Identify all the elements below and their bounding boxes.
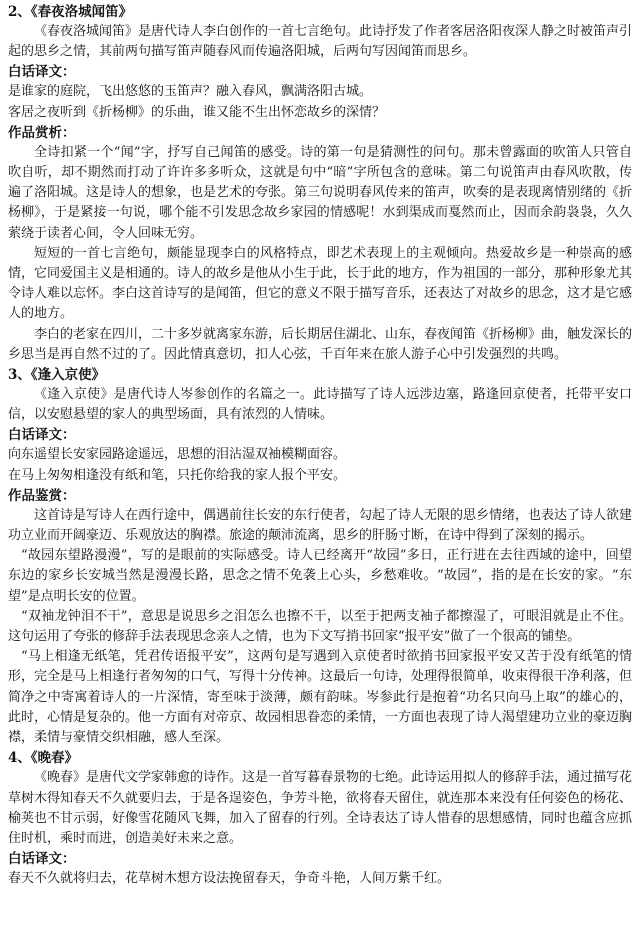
- appreciation-label: 作品赏析：: [8, 124, 76, 141]
- translation-label: 白话译文：: [8, 427, 76, 444]
- translation-line: 是谁家的庭院，飞出悠悠的玉笛声？融入春风，飘满洛阳古城。: [8, 84, 373, 100]
- appreciation-paragraph: “双袖龙钟泪不干”，意思是说思乡之泪怎么也擦不干，以至于把两支袖子都擦湿了，可眼泪就是止不住。这句运用了夸张的修辞手法表现思念亲人之情，也为下文写捎书回家“报平安”做了一个很高的铺垫。: [8, 608, 632, 645]
- translation-label: 白话译文：: [8, 851, 76, 868]
- translation-line: 在马上匆匆相逢没有纸和笔，只托你给我的家人报个平安。: [8, 467, 347, 483]
- intro-paragraph: 《逢入京使》是唐代诗人岑参创作的名篇之一。此诗描写了诗人远涉边塞，路逢回京使者，托带平安口信，以安慰悬望的家人的典型场面，具有浓烈的人情味。: [8, 387, 632, 423]
- translation-line: 春天不久就将归去，花草树木想方设法挽留春天，争奇斗艳，人间万紫千红。: [8, 871, 451, 887]
- translation-label: 白话译文：: [8, 64, 76, 81]
- section-heading: 2、《春夜洛城闻笛》: [8, 4, 133, 20]
- appreciation-paragraph: “马上相逢无纸笔，凭君传语报平安”，这两句是写遇到入京使者时欲捎书回家报平安又苦于没有纸笔的情形，完全是马上相逢行者匆匆的口气，写得十分传神。这最后一句诗，处理得很简单，收束得很干净利落，但简净之中寄寓着诗人的一片深情，寄至味于淡薄，颇有韵味。岑参此行是抱着“功名只向马上取”的雄心的，此时，心情是复杂的。他一方面有对帝京、故园相思眷恋的柔情，一方面也表现了诗人渴望建功立业的豪迈胸襟，柔情与豪情交织相融，感人至深。: [8, 649, 633, 746]
- appreciation-paragraph: 短短的一首七言绝句，颇能显现李白的风格特点，即艺术表现上的主观倾向。热爱故乡是一种崇高的感情，它同爱国主义是相通的。诗人的故乡是他从小生于此，长于此的地方，作为祖国的一部分，那种形象尤其令诗人难以忘怀。李白这首诗写的是闻笛，但它的意义不限于描写音乐，还表达了对故乡的思念，这才是它感人的地方。: [8, 245, 633, 322]
- intro-paragraph: 《春夜洛城闻笛》是唐代诗人李白创作的一首七言绝句。此诗抒发了作者客居洛阳夜深人静之时被笛声引起的思乡之情，其前两句描写笛声随春风而传遍洛阳城，后两句写因闻笛而思乡。: [8, 24, 633, 60]
- translation-line: 向东遥望长安家园路途遥远，思想的泪沾湿双袖模糊面容。: [8, 447, 347, 463]
- appreciation-paragraph: 这首诗是写诗人在西行途中，偶遇前往长安的东行使者，勾起了诗人无限的思乡情绪，也表达了诗人欲建功立业而开阔豪迈、乐观放达的胸襟。旅途的颠沛流离，思乡的肝肠寸断，在诗中得到了深刻的揭示。: [8, 507, 633, 544]
- appreciation-label: 作品鉴赏：: [8, 487, 76, 504]
- appreciation-paragraph: 全诗扣紧一个“闻”字，抒写自己闻笛的感受。诗的第一句是猜测性的问句。那未曾露面的吹笛人只管自吹自听，却不期然而打动了许许多多听众，这就是句中“暗”字所包含的意味。第二句说笛声由春风吹散，传遍了洛阳城。这是诗人的想象，也是艺术的夸张。第三句说明春风传来的笛声，吹奏的是表现离情别绪的《折杨柳》，于是紧接一句说，哪个能不引发思念故乡家园的情感呢！水到渠成而戛然而止，因而余韵袅袅，久久萦绕于读者心间，令人回味无穷。: [8, 144, 633, 241]
- translation-line: 客居之夜听到《折杨柳》的乐曲，谁又能不生出怀恋故乡的深情？: [8, 104, 386, 120]
- section-wanchun: [8, 748, 632, 889]
- appreciation-paragraph: “故园东望路漫漫”，写的是眼前的实际感受。诗人已经离开“故园”多日，正行进在去往西域的途中，回望东边的家乡长安城当然是漫漫长路，思念之情不免袭上心头，乡愁难收。“故园”，指的是在长安的家。“东望”是点明长安的位置。: [8, 548, 632, 604]
- intro-paragraph: 《晚春》是唐代文学家韩愈的诗作。这是一首写暮春景物的七绝。此诗运用拟人的修辞手法，通过描写花草树木得知春天不久就要归去，于是各逞姿色，争芳斗艳，欲将春天留住，就连那本来没有任何姿色的杨花、榆荚也不甘示弱，好像雪花随风飞舞，加入了留春的行列。全诗表达了诗人惜春的思想感情，同时也蕴含应抓住时机，乘时而进，创造美好未来之意。: [8, 770, 633, 846]
- appreciation-paragraph: 李白的老家在四川，二十多岁就离家东游，后长期居住湖北、山东，春夜闻笛《折杨柳》曲，触发深长的乡思当是再自然不过的了。因此情真意切，扣人心弦，千百年来在旅人游子心中引发强烈的共鸣。: [8, 326, 633, 362]
- section-fengrujingshi: [8, 365, 632, 748]
- section-chunye: [8, 2, 632, 365]
- section-heading: 3、《逢入京使》: [8, 367, 106, 384]
- section-heading: 4、《晚春》: [8, 750, 79, 767]
